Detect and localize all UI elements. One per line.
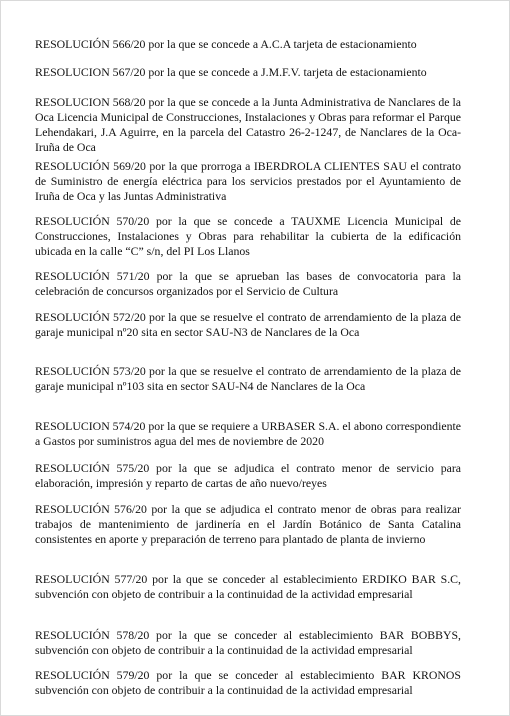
resolution-567: RESOLUCION 567/20 por la que se concede a J.M.F.V. tarjeta de estacionamiento: [35, 65, 427, 79]
resolution-578: RESOLUCIÓN 578/20 por la que se conceder al establecimiento BAR BOBBYS, subvención con objeto de contribuir a la continuidad de la actividad empresarial: [35, 628, 461, 657]
resolution-577: RESOLUCIÓN 577/20 por la que se conceder al establecimiento ERDIKO BAR S.C, subvención con objeto de contribuir a la continuidad de la actividad empresarial: [35, 572, 461, 601]
resolution-568: RESOLUCION 568/20 por la que se concede a la Junta Administrativa de Nanclares de la Oca Licencia Municipal de Construcciones, Instalaciones y Obras para reformar el Parque Lehendakari, J.A Aguirre, en la parcela del Catastro 26-2-1247, de Nanclares de la Oca-Iruña de Oca: [35, 95, 461, 154]
resolution-576: RESOLUCIÓN 576/20 por la que se adjudica el contrato menor de obras para realizar trabajos de mantenimiento de jardinería en el Jardín Botánico de Santa Catalina consistentes en aporte y preparación de terreno para plantado de planta de invierno: [35, 502, 461, 546]
resolution-566: RESOLUCIÓN 566/20 por la que se concede a A.C.A tarjeta de estacionamiento: [35, 37, 417, 51]
resolution-579: RESOLUCIÓN 579/20 por la que se conceder al establecimiento BAR KRONOS subvención con objeto de contribuir a la continuidad de la actividad empresarial: [35, 668, 461, 697]
resolution-571: RESOLUCIÓN 571/20 por la que se aprueban las bases de convocatoria para la celebración de concursos organizados por el Servicio de Cultura: [35, 269, 461, 298]
resolution-572: RESOLUCIÓN 572/20 por la que se resuelve el contrato de arrendamiento de la plaza de garaje municipal nº20 sita en sector SAU-N3 de Nanclares de la Oca: [35, 310, 461, 339]
resolution-570: RESOLUCIÓN 570/20 por la que se concede a TAUXME Licencia Municipal de Construcciones, Instalaciones y Obras para rehabilitar la cubierta de la edificación ubicada en la calle “C” s/n, del PI Los Llanos: [35, 214, 461, 258]
resolution-573: RESOLUCIÓN 573/20 por la que se resuelve el contrato de arrendamiento de la plaza de garaje municipal nº103 sita en sector SAU-N4 de Nanclares de la Oca: [35, 364, 461, 393]
resolution-569: RESOLUCIÓN 569/20 por la que prorroga a IBERDROLA CLIENTES SAU el contrato de Suministro de energía eléctrica para los servicios prestados por el Ayuntamiento de Iruña de Oca y las Juntas Administrativa: [35, 159, 461, 203]
resolution-575: RESOLUCIÓN 575/20 por la que se adjudica el contrato menor de servicio para elaboración, impresión y reparto de cartas de año nuevo/reyes: [35, 461, 461, 490]
resolution-574: RESOLUCION 574/20 por la que se requiere a URBASER S.A. el abono correspondiente a Gastos por suministros agua del mes de noviembre de 2020: [35, 419, 461, 448]
